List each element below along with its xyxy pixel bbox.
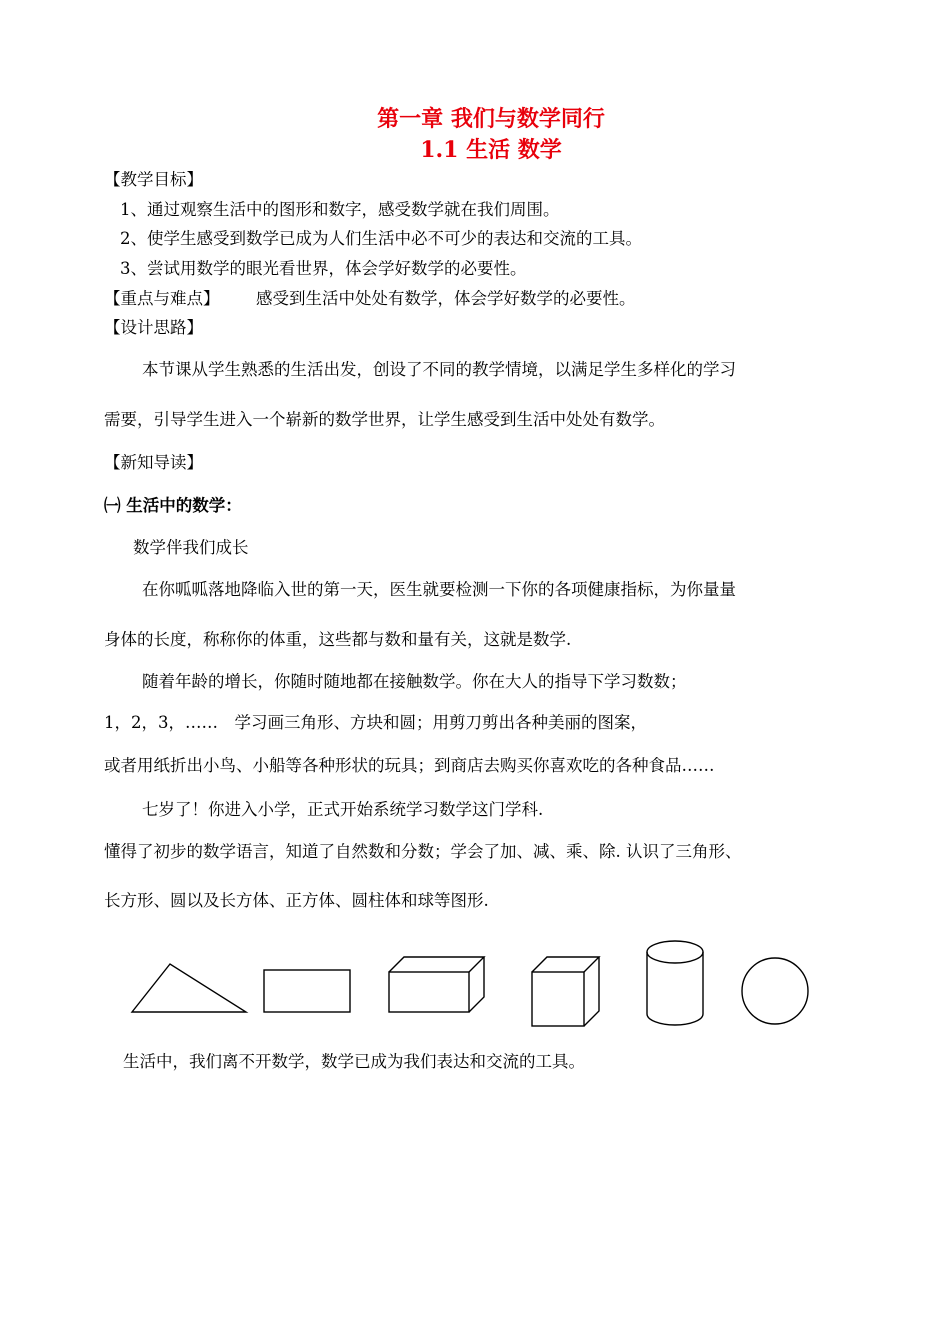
section-title: 1.1 生活 数学 bbox=[420, 137, 562, 163]
reading-line: 随着年龄的增长，你随时随地都在接触数学。你在大人的指导下学习数数； bbox=[142, 672, 687, 691]
design-heading: 【设计思路】 bbox=[104, 318, 203, 337]
goal-item: 1、通过观察生活中的图形和数字，感受数学就在我们周围。 bbox=[120, 200, 560, 219]
circle-shape bbox=[742, 958, 808, 1024]
design-line: 需要，引导学生进入一个崭新的数学世界，让学生感受到生活中处处有数学。 bbox=[104, 410, 665, 429]
triangle-shape bbox=[132, 964, 246, 1012]
reading-line: 在你呱呱落地降临入世的第一天，医生就要检测一下你的各项健康指标，为你量量 bbox=[142, 580, 736, 599]
cuboid-shape bbox=[389, 957, 484, 1012]
reading-heading: 【新知导读】 bbox=[104, 453, 203, 472]
rectangle-shape bbox=[264, 970, 350, 1012]
cube-shape bbox=[532, 957, 599, 1026]
reading-section-title: ㈠ 生活中的数学： bbox=[104, 496, 242, 515]
reading-line: 或者用纸折出小鸟、小船等各种形状的玩具；到商店去购买你喜欢吃的各种食品…… bbox=[104, 756, 715, 775]
shapes-figure bbox=[120, 930, 840, 1040]
goals-heading: 【教学目标】 bbox=[104, 170, 203, 189]
reading-line: 长方形、圆以及长方体、正方体、圆柱体和球等图形. bbox=[104, 891, 489, 910]
reading-line: 身体的长度，称称你的体重，这些都与数和量有关，这就是数学. bbox=[104, 630, 572, 649]
cylinder-shape bbox=[647, 941, 703, 1025]
conclusion-text: 生活中，我们离不开数学，数学已成为我们表达和交流的工具。 bbox=[123, 1052, 585, 1071]
keypoints-heading: 【重点与难点】 bbox=[104, 289, 220, 308]
reading-line: 1，2，3，…… 学习画三角形、方块和圆；用剪刀剪出各种美丽的图案， bbox=[104, 713, 647, 732]
reading-line: 懂得了初步的数学语言，知道了自然数和分数；学会了加、减、乘、除. 认识了三角形、 bbox=[104, 842, 742, 861]
goal-item: 2、使学生感受到数学已成为人们生活中必不可少的表达和交流的工具。 bbox=[120, 229, 642, 248]
keypoints-text: 感受到生活中处处有数学，体会学好数学的必要性。 bbox=[256, 289, 636, 308]
reading-line: 七岁了！你进入小学，正式开始系统学习数学这门学科. bbox=[142, 800, 544, 819]
design-line: 本节课从学生熟悉的生活出发，创设了不同的教学情境，以满足学生多样化的学习 bbox=[142, 360, 736, 379]
page-title: 第一章 我们与数学同行 bbox=[377, 106, 605, 132]
reading-sub-title: 数学伴我们成长 bbox=[133, 538, 249, 557]
goal-item: 3、尝试用数学的眼光看世界，体会学好数学的必要性。 bbox=[120, 259, 527, 278]
